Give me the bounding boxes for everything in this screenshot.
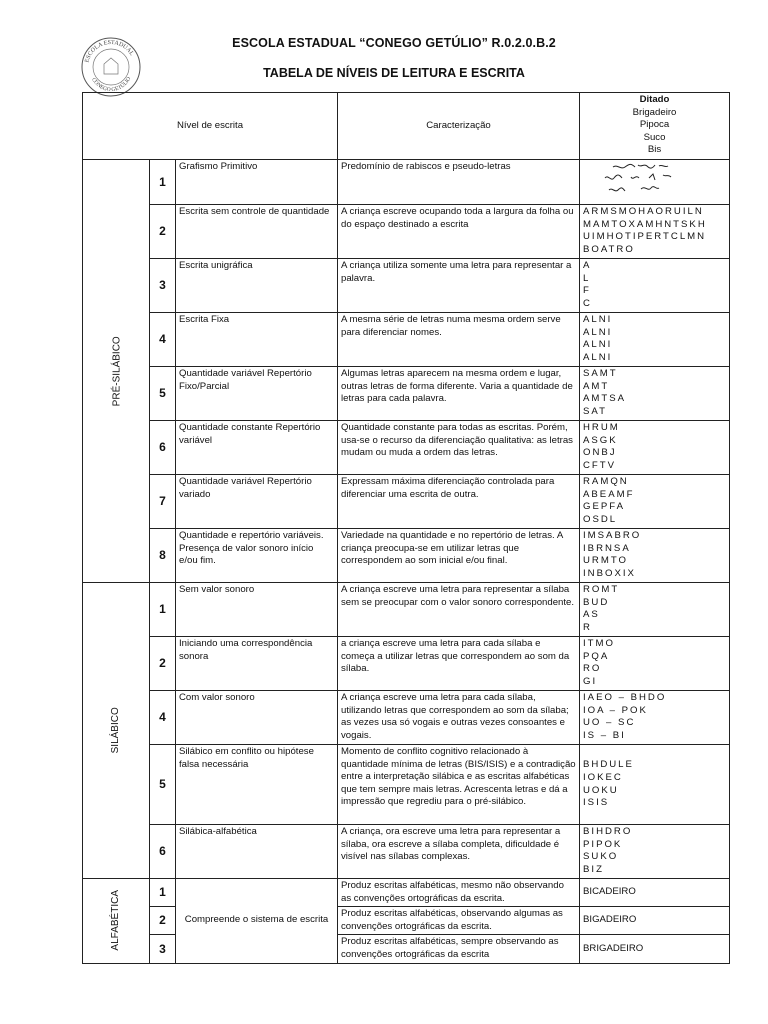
school-name: ESCOLA ESTADUAL “CONEGO GETÚLIO” R.0.2.0.B.2 — [232, 36, 556, 50]
header-caracterizacao: Caracterização — [338, 93, 580, 160]
table-row — [83, 421, 730, 475]
level-description: Predomínio de rabiscos e pseudo-letras — [338, 160, 580, 205]
level-number: 6 — [150, 825, 176, 879]
dictation-sample — [580, 367, 730, 421]
level-number: 2 — [150, 907, 176, 935]
level-name: Escrita Fixa — [176, 313, 338, 367]
dictation-line: AMTSA — [583, 393, 627, 405]
dictation-line: SAT — [583, 405, 607, 417]
dictation-line: BUD — [583, 596, 610, 608]
dictation-line: IBRNSA — [583, 542, 631, 554]
dictation-line: F — [583, 285, 591, 297]
dictation-line: UOKU — [583, 784, 619, 796]
table-row — [83, 825, 730, 879]
dictation-line: ABEAMF — [583, 488, 635, 500]
level-name: Quantidade variável Repertório variado — [176, 475, 338, 529]
level-name: Iniciando uma correspondência sonora — [176, 637, 338, 691]
header-nivel: Nível de escrita — [83, 93, 338, 160]
dictation-line: C — [583, 297, 592, 309]
levels-table — [82, 92, 730, 964]
dictation-line: RAMQN — [583, 476, 629, 487]
level-name: Com valor sonoro — [176, 691, 338, 745]
table-row — [83, 475, 730, 529]
dictation-sample — [580, 205, 730, 259]
level-description: Produz escritas alfabéticas, mesmo não observando as convenções ortográficas da escrita. — [338, 879, 580, 907]
table-row — [83, 367, 730, 421]
dictation-line: BIHDRO — [583, 826, 633, 837]
dictation-line: IAEO – BHDO — [583, 692, 667, 703]
level-description: A mesma série de letras numa mesma ordem serve para diferenciar nomes. — [338, 313, 580, 367]
dictation-line: UO – SC — [583, 717, 636, 729]
table-row — [83, 529, 730, 583]
level-name: Compreende o sistema de escrita — [176, 879, 338, 964]
level-name: Quantidade constante Repertório variável — [176, 421, 338, 475]
level-name: Quantidade e repertório variáveis. Presença de valor sonoro início e/ou fim. — [176, 529, 338, 583]
level-number: 1 — [150, 160, 176, 205]
table-row — [83, 160, 730, 205]
dictation-sample — [580, 825, 730, 879]
level-description: A criança escreve uma letra para representar a sílaba sem se preocupar com o valor sonoro correspondente. — [338, 583, 580, 637]
dictation-line: ITMO — [583, 638, 615, 649]
level-name: Sem valor sonoro — [176, 583, 338, 637]
dictation-line: IOA – POK — [583, 704, 648, 716]
table-title: TABELA DE NÍVEIS DE LEITURA E ESCRITA — [263, 66, 525, 80]
level-name: Quantidade variável Repertório Fixo/Parcial — [176, 367, 338, 421]
dictation-line: ALNI — [583, 339, 613, 351]
dictation-line: L — [583, 272, 591, 284]
level-number: 3 — [150, 259, 176, 313]
dictation-line: ALNI — [583, 351, 613, 363]
dictation-line: AMT — [583, 380, 610, 392]
level-number: 2 — [150, 637, 176, 691]
dictation-line: ASGK — [583, 434, 618, 446]
ditado-word: Suco — [643, 131, 666, 143]
level-name: Silábica-alfabética — [176, 825, 338, 879]
level-number: 6 — [150, 421, 176, 475]
ditado-title: Ditado — [639, 94, 670, 105]
dictation-sample — [580, 160, 730, 205]
dictation-line: ALNI — [583, 326, 613, 338]
dictation-line: CFTV — [583, 459, 617, 471]
dictation-line: INBOXIX — [583, 567, 636, 579]
table-row — [83, 313, 730, 367]
group-pre-silabico-label: PRÉ-SILÁBICO — [111, 335, 123, 407]
level-name: Escrita sem controle de quantidade — [176, 205, 338, 259]
table-row — [83, 583, 730, 637]
dictation-line: SAMT — [583, 368, 618, 379]
dictation-line: GI — [583, 675, 598, 687]
dictation-sample — [580, 421, 730, 475]
dictation-sample: BICADEIRO — [580, 879, 730, 907]
level-description: A criança utiliza somente uma letra para representar a palavra. — [338, 259, 580, 313]
dictation-line: ROMT — [583, 584, 620, 595]
dictation-sample — [580, 745, 730, 825]
dictation-line: GEPFA — [583, 501, 625, 513]
dictation-line: HRUM — [583, 422, 620, 433]
group-alfabetica — [83, 879, 150, 964]
dictation-line: RO — [583, 663, 602, 675]
table-row — [83, 691, 730, 745]
level-name: Grafismo Primitivo — [176, 160, 338, 205]
dictation-line: PIPOK — [583, 838, 623, 850]
dictation-line: ONBJ — [583, 447, 617, 459]
dictation-line: ISIS — [583, 797, 610, 809]
dictation-line: SUKO — [583, 851, 619, 863]
level-number: 2 — [150, 205, 176, 259]
table-row — [83, 637, 730, 691]
dictation-sample — [580, 583, 730, 637]
dictation-sample — [580, 259, 730, 313]
ditado-word: Brigadeiro — [632, 106, 677, 118]
group-pre-silabico — [83, 160, 150, 583]
level-description: Variedade na quantidade e no repertório de letras. A criança preocupa-se em utilizar letras que correspondem ao som inicial e/ou final. — [338, 529, 580, 583]
group-silabico — [83, 583, 150, 879]
level-description: Produz escritas alfabéticas, observando algumas as convenções ortográficas da escrita. — [338, 907, 580, 935]
level-number: 5 — [150, 367, 176, 421]
dictation-line: UIMHOTIPERTCLMN — [583, 231, 707, 243]
header-ditado — [580, 93, 730, 160]
level-description: Produz escritas alfabéticas, sempre observando as convenções ortográficas da escrita — [338, 935, 580, 963]
level-description: Momento de conflito cognitivo relacionado à quantidade mínima de letras (BIS/ISIS) e a contradição entre a interpretação silábica e as escritas alfabéticas que tem sempre mais letras. Acrescenta letras e dá a impressão que regrediu para o pré-silábico. — [338, 745, 580, 825]
dictation-line: AS — [583, 609, 600, 621]
dictation-line: PQA — [583, 650, 610, 662]
level-description: Quantidade constante para todas as escritas. Porém, usa-se o recurso da diferenciação qualitativa: as letras mudam ou muda a ordem das letras. — [338, 421, 580, 475]
dictation-line: IS – BI — [583, 729, 626, 741]
scribble-drawing — [583, 161, 693, 199]
dictation-sample — [580, 313, 730, 367]
ditado-word: Bis — [647, 144, 662, 156]
level-name: Silábico em conflito ou hipótese falsa necessária — [176, 745, 338, 825]
dictation-line: OSDL — [583, 513, 618, 525]
group-alfabetica-label: ALFABÉTICA — [109, 890, 121, 952]
dictation-sample — [580, 475, 730, 529]
ditado-word: Pipoca — [639, 119, 670, 131]
table-row — [83, 745, 730, 825]
dictation-line: BHDULE — [583, 759, 634, 771]
level-number: 7 — [150, 475, 176, 529]
level-number: 1 — [150, 583, 176, 637]
table-row — [83, 205, 730, 259]
table-row — [83, 879, 730, 907]
dictation-line: MAMTOXAMHNTSKH — [583, 218, 707, 230]
dictation-line: IOKEC — [583, 771, 623, 783]
level-number: 5 — [150, 745, 176, 825]
level-description: Algumas letras aparecem na mesma ordem e lugar, outras letras de forma diferente. Varia a quantidade de letras para cada palavra. — [338, 367, 580, 421]
level-description: Expressam máxima diferenciação controlada para diferenciar uma escrita de outra. — [338, 475, 580, 529]
level-number: 3 — [150, 935, 176, 963]
dictation-line: ARMSMOHAORUILN — [583, 206, 704, 217]
table-row — [83, 259, 730, 313]
seal-top-text: ESCOLA ESTADUAL — [84, 39, 135, 64]
level-name: Escrita unigráfica — [176, 259, 338, 313]
dictation-sample — [580, 691, 730, 745]
level-description: a criança escreve uma letra para cada sílaba e começa a utilizar letras que correspondem ao som da sílaba. — [338, 637, 580, 691]
level-description: A criança, ora escreve uma letra para representar a sílaba, ora escreve a sílaba completa, dificuldade é visível nas sílabas complexas. — [338, 825, 580, 879]
level-number: 8 — [150, 529, 176, 583]
dictation-line: BOATRO — [583, 243, 635, 255]
level-description: A criança escreve uma letra para cada sílaba, utilizando letras que correspondem ao som da sílaba; as vezes usa só vogais e outras vezes consoantes e vogais. — [338, 691, 580, 745]
group-silabico-label: SILÁBICO — [109, 707, 121, 754]
dictation-sample: BRIGADEIRO — [580, 935, 730, 963]
dictation-line: URMTO — [583, 555, 628, 567]
dictation-line: ALNI — [583, 314, 613, 325]
dictation-line: IMSABRO — [583, 530, 642, 541]
dictation-line: BIZ — [583, 863, 604, 875]
level-description: A criança escreve ocupando toda a largura da folha ou do espaço destinado a escrita — [338, 205, 580, 259]
seal-bottom-text: CONEGO GETÚLIO — [90, 76, 133, 94]
dictation-line: R — [583, 621, 592, 633]
dictation-sample: BIGADEIRO — [580, 907, 730, 935]
dictation-line: A — [583, 260, 592, 271]
dictation-sample — [580, 529, 730, 583]
dictation-sample — [580, 637, 730, 691]
level-number: 1 — [150, 879, 176, 907]
level-number: 4 — [150, 313, 176, 367]
level-number: 4 — [150, 691, 176, 745]
